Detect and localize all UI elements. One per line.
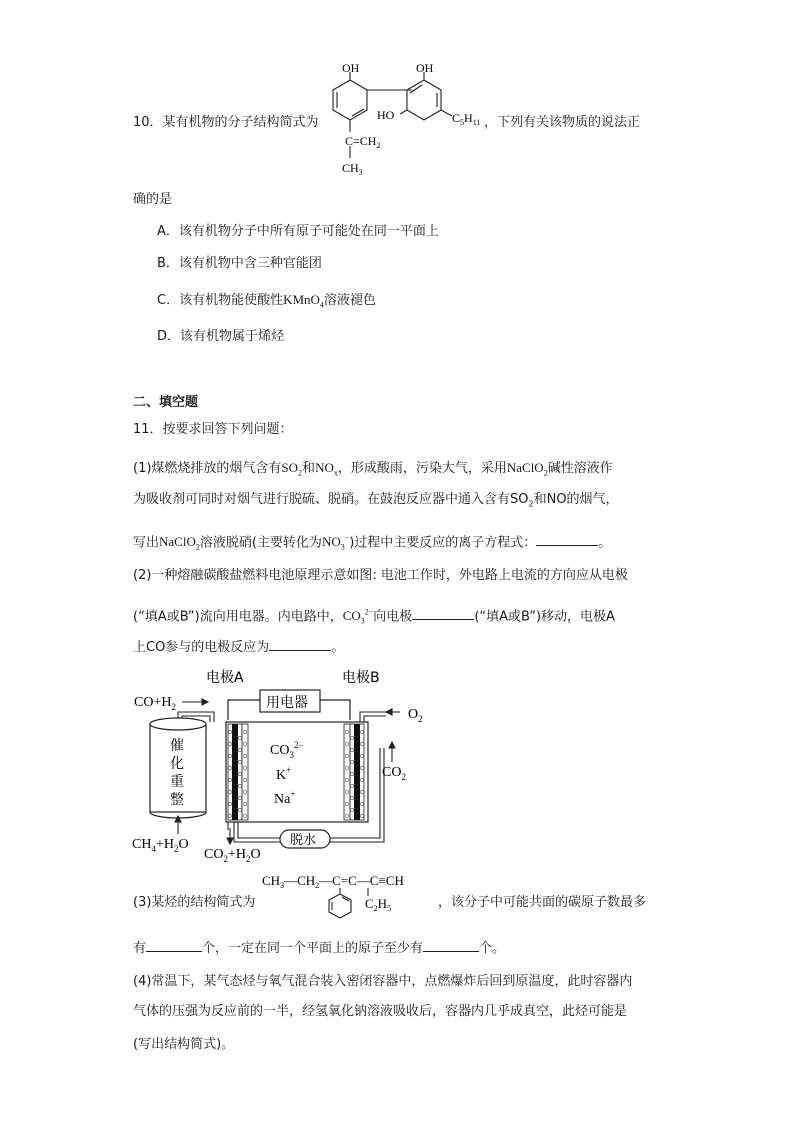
q10-oh2: OH [416,62,434,75]
q11-p1-l3-c: )过程中主要反应的离子方程式： [349,535,537,551]
q10-option-c-text: C．该有机物能使酸性 [157,293,284,308]
co2-right-label: $CO_2$ [382,765,406,782]
q11-p2-line1 [133,566,628,586]
q11-p1-l3-a: 写出 [133,535,160,551]
q10-vinyl: $C=CH_2$ [345,134,381,150]
p3-struct-text: $CH_3—CH_2—C=C—C\equiv CH$ [262,873,404,890]
q10-ch3: $CH_3$ [342,161,363,177]
appliance-label: 用电器 [266,695,308,711]
q11-naclo2b-base: NaClO [159,534,196,550]
ion-na: Na+ [274,789,296,807]
q11-so2-base: SO [281,460,299,475]
q11-p2-line2 [133,603,615,632]
q11-p4-l1: (4)常温下，某气态烃与氧气混合装入密闭容器中，点燃爆炸后回到原温度，此时容器内 [133,974,633,989]
q11-p2-line3 [133,637,344,658]
q11-naclo2b-sub: 2 [195,542,200,552]
q10-oh1: OH [342,62,360,75]
p3-structure [262,870,432,920]
q11-p1-l3-b: 溶液脱硝(主要转化为 [199,535,322,551]
feed-a-label: $CO+H_2$ [134,695,176,712]
q11-blank-3[interactable] [269,637,331,651]
p3-benzene [329,888,368,918]
q11-p4-line3 [133,1035,234,1055]
q10-stem-cont-text: 确的是 [133,192,173,207]
q10-stem-prefix: 10．某有机物的分子结构简式为 [133,115,319,130]
q11-nox [315,460,338,478]
q10-option-c[interactable] [157,290,376,316]
q10-stem-suffix [484,113,640,133]
q11-p1-l1-a: (1)煤燃烧排放的烟气含有 [133,461,282,476]
p3-ethyl: $C_2H_5$ [365,896,392,913]
outlet-label: $CO_2+H_2O$ [204,847,261,864]
q11-p4-l2: 气体的压强为反应前的一半，经氢氧化钠溶液吸收后，容器内几乎成真空，此烃可能是 [133,1004,628,1019]
q11-naclo2-sub: 2 [543,468,548,478]
q11-no3 [321,534,350,552]
q10-ring-right [400,72,452,120]
q11-p1-l2-a: 为吸收剂可同时对烟气进行脱硫、脱硝。在鼓泡反应器中通入含有SO [133,492,529,507]
q11-naclo2 [506,460,548,478]
q11-no3-sup: − [344,534,350,543]
q11-intro-text: 11．按要求回答下列问题： [133,422,293,437]
q11-p3-l2-c: 个。 [479,941,506,956]
q10-stem-suffix-text: ，下列有关该物质的说法正 [484,115,641,130]
q11-no3-base: NO [321,534,341,550]
q11-blank-5[interactable] [423,938,479,952]
q10-option-b-text: B．该有机物中含三种官能团 [157,256,322,271]
q11-p1-l1-b: ，形成酸雨，污染大气，采用 [337,461,507,476]
q11-p4-line2 [133,1002,627,1022]
reformer-char-1: 催 [170,738,184,754]
q11-p3-line1-suffix [438,893,646,913]
electrode-a-label: 电极A [206,670,244,686]
q11-co3 [342,608,374,626]
q10-option-a[interactable] [157,222,439,242]
q10-structure [320,62,490,180]
q10-option-d-text: D．该有机物属于烯烃 [157,329,285,344]
reformer-char-2: 化 [170,756,184,772]
q11-p3-a: (3)某烃的结构简式为 [133,895,256,910]
q11-p1-line1 [133,458,613,484]
reformer-char-3: 重 [170,774,184,790]
q11-nox-base: NO [315,460,334,475]
q10-c5h11: $C_5H_{11}$ [452,111,481,127]
ion-co3: $CO_3^{2-}$ [270,740,304,760]
fuel-cell-diagram [130,662,440,867]
section-title [133,393,198,413]
q11-p4-line1 [133,972,632,992]
o2-label: $O_2$ [408,707,423,724]
q11-p3-l2-a: 有 [133,941,147,956]
q11-p1-l2-sub: 2 [528,499,534,509]
q11-co3-base: CO [342,608,361,624]
q11-p1-line2 [133,490,619,515]
o2-inlet [360,709,400,722]
q11-naclo2-base: NaClO [506,460,544,475]
q11-co3-sup: 2− [364,608,374,617]
q11-so2 [281,460,303,478]
q11-p2-l3-end: 。 [331,640,345,655]
q10-option-c-suffix: 溶液褪色 [323,293,376,308]
q11-p2-l2-a: (“填A或B”)流向用电器。内电路中， [133,609,343,625]
q10-option-d[interactable] [157,327,284,347]
q11-p2-l2-c: (“填A或B”)移动，电极A [474,609,615,625]
q11-blank-1[interactable] [536,532,598,546]
q11-co3-sub: 3 [360,616,365,626]
q10-ho: HO [377,108,395,122]
q10-stem [133,113,319,133]
q11-p2-l1: (2)一种熔融碳酸盐燃料电池原理示意如图: 电池工作时，外电路上电流的方向应从电极 [133,568,628,583]
ion-k: K+ [276,765,292,783]
q11-p4-l3: (写出结构简式)。 [133,1037,235,1052]
q11-blank-4[interactable] [146,938,202,952]
q11-p1-l2-b: 和NO的烟气， [533,492,619,507]
q11-naclo2b [159,534,200,552]
q11-p1-l1-c: 碱性溶液作 [547,461,613,476]
q11-p1-l3-end: 。 [598,535,612,551]
q11-p1-line3 [133,529,611,558]
anode-outlet [227,822,280,844]
q11-nox-sub: x [333,468,338,478]
feed-arrow [182,699,208,705]
ch4-label: $CH_4+H_2O$ [132,837,189,854]
dewater-label: 脱水 [290,833,317,848]
q11-p2-l3-a: 上CO参与的电极反应为 [133,640,270,655]
q10-option-b[interactable] [157,254,322,274]
electrode-b-label: 电极B [342,670,380,686]
q10-ring-left [333,72,412,132]
q11-p3-b: ，该分子中可能共面的碳原子数最多 [438,895,647,910]
q11-p2-l2-b: 向电极 [373,609,413,625]
q11-no3-sub: 3 [340,542,345,552]
q10-option-a-text: A．该有机物分子中所有原子可能处在同一平面上 [157,224,439,239]
q11-p3-line1 [133,893,255,913]
reformer-char-4: 整 [170,792,184,808]
q11-p3-line2 [133,938,505,959]
q11-p3-l2-b: 个，一定在同一个平面上的原子至少有 [202,941,424,956]
q11-p1-l1-and: 和 [302,461,316,476]
q11-blank-2[interactable] [412,606,474,620]
q11-so2-sub: 2 [298,468,303,478]
q10-kmno4-sub: 4 [319,300,324,310]
section-title-text: 二、填空题 [133,395,199,410]
q10-kmno4-base: KMnO [283,292,320,307]
q10-stem-cont [133,190,172,210]
q11-intro [133,420,293,440]
ch4-arrow [175,816,181,834]
q10-kmno4 [283,292,324,310]
